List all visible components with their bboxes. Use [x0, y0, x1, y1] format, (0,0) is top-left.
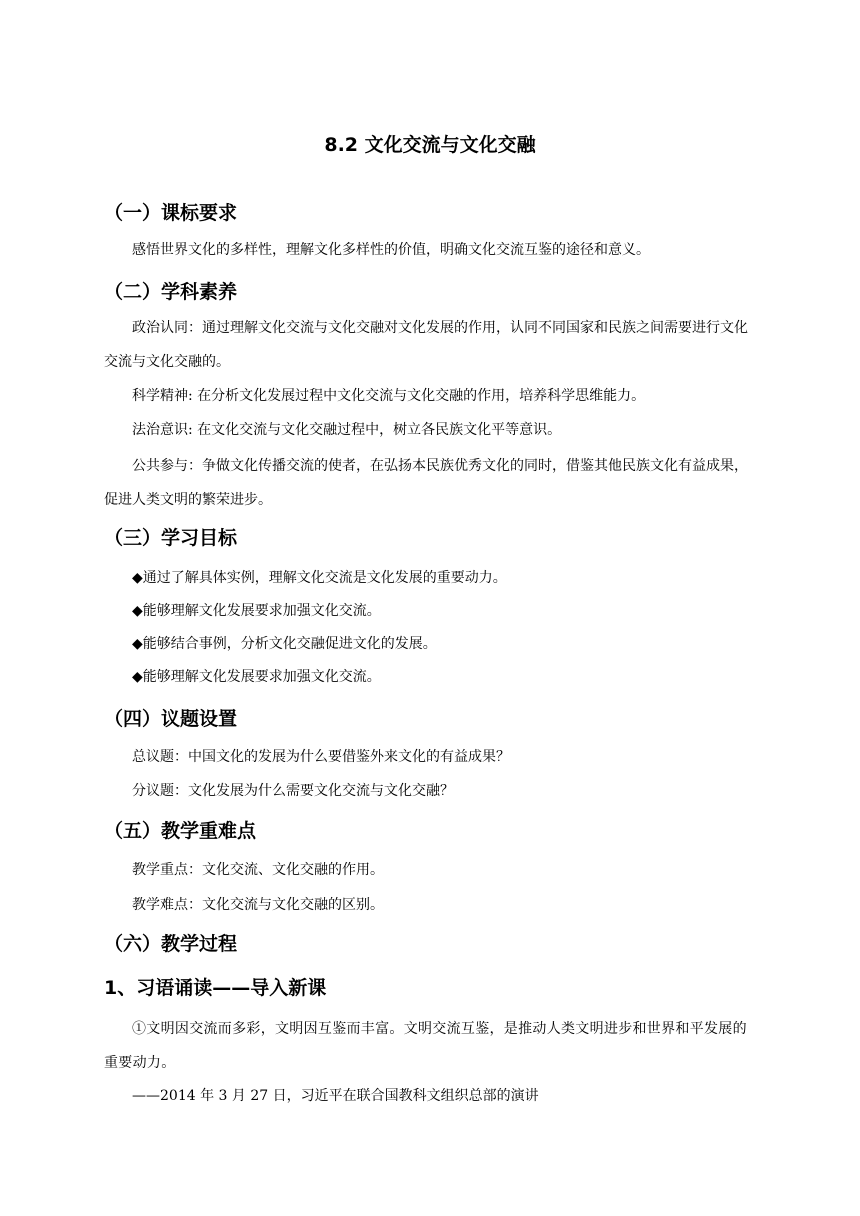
bullet-diamond-icon: ◆ — [132, 570, 143, 586]
list-item — [132, 667, 381, 687]
bullet-diamond-icon: ◆ — [132, 603, 143, 619]
paragraph-quote: ①文明因交流而多彩，文明因互鉴而丰富。文明交流互鉴，是推动人类文明进步和世界和平发展的重要动力。 — [104, 1021, 747, 1071]
section-heading-topic-setting: （四）议题设置 — [104, 708, 238, 730]
list-item-text: 能够结合事例，分析文化交融促进文化的发展。 — [142, 636, 437, 652]
list-item-text: 通过了解具体实例，理解文化交流是文化发展的重要动力。 — [142, 570, 507, 586]
section-heading-quote-intro: 1、习语诵读——导入新课 — [104, 977, 327, 999]
bullet-diamond-icon: ◆ — [132, 669, 143, 685]
list-item — [132, 601, 381, 621]
bullet-diamond-icon: ◆ — [132, 636, 143, 652]
paragraph-public-participation: 公共参与：争做文化传播交流的使者，在弘扬本民族优秀文化的同时，借鉴其他民族文化有益成果，促进人类文明的繁荣进步。 — [104, 458, 748, 508]
paragraph-quote-source: ——2014 年 3 月 27 日，习近平在联合国教科文组织总部的演讲 — [132, 1088, 539, 1104]
paragraph-sub-topic: 分议题：文化发展为什么需要文化交流与文化交融？ — [132, 783, 454, 799]
list-item — [132, 634, 437, 654]
section-heading-curriculum-requirements: （一）课标要求 — [104, 202, 238, 224]
list-item — [132, 568, 507, 588]
section-heading-teaching-process: （六）教学过程 — [104, 933, 238, 955]
paragraph-teaching-difficulty: 教学难点：文化交流与文化交融的区别。 — [132, 897, 384, 913]
section-heading-key-difficult-points: （五）教学重难点 — [104, 820, 257, 842]
section-heading-learning-objectives: （三）学习目标 — [104, 527, 238, 549]
list-item-text: 能够理解文化发展要求加强文化交流。 — [142, 669, 381, 685]
list-item-text: 能够理解文化发展要求加强文化交流。 — [142, 603, 381, 619]
paragraph-rule-of-law: 法治意识: 在文化交流与文化交融过程中，树立各民族文化平等意识。 — [132, 422, 562, 438]
paragraph-curriculum-requirements: 感悟世界文化的多样性，理解文化多样性的价值，明确文化交流互鉴的途径和意义。 — [132, 242, 650, 258]
document-title: 8.2 文化交流与文化交融 — [324, 134, 536, 156]
section-heading-subject-literacy: （二）学科素养 — [104, 281, 238, 303]
paragraph-teaching-focus: 教学重点：文化交流、文化交融的作用。 — [132, 862, 384, 878]
paragraph-scientific-spirit: 科学精神: 在分析文化发展过程中文化交流与文化交融的作用，培养科学思维能力。 — [132, 388, 646, 404]
paragraph-political-identity: 政治认同：通过理解文化交流与文化交融对文化发展的作用，认同不同国家和民族之间需要进行文化交流与文化交融的。 — [104, 320, 748, 370]
paragraph-main-topic: 总议题：中国文化的发展为什么要借鉴外来文化的有益成果？ — [132, 749, 510, 765]
